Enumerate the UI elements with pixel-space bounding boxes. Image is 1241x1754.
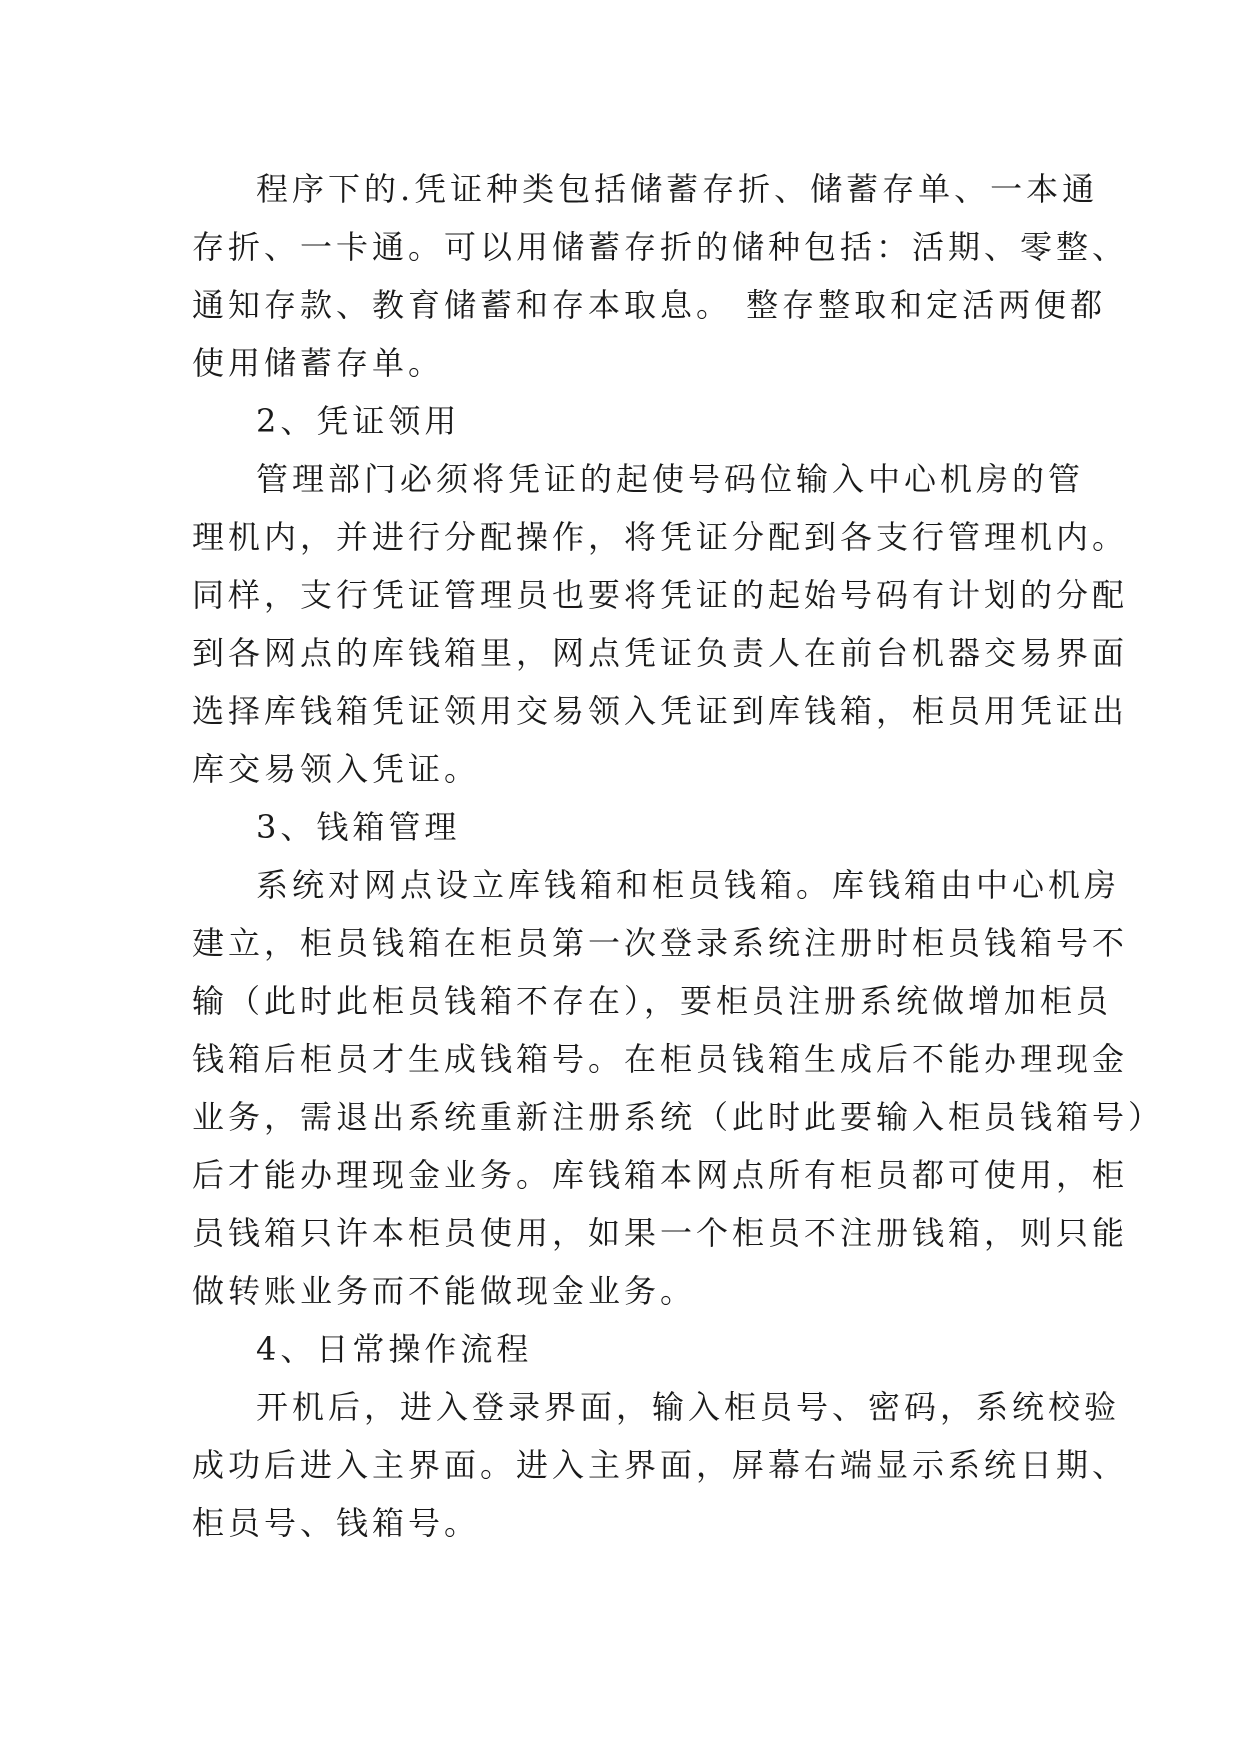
text-line: 理机内，并进行分配操作，将凭证分配到各支行管理机内。 [192,518,1129,556]
paragraph-daily-ops [192,1378,1129,1552]
document-body [192,160,1165,1552]
text-line: 做转账业务而不能做现金业务。 [192,1272,697,1310]
section-heading: 2、凭证领用 [256,402,461,440]
section-heading-voucher-issue [192,392,1072,450]
text-line: 通知存款、教育储蓄和存本取息。 整存整取和定活两便都 [192,286,1107,324]
text-line: 开机后，进入登录界面，输入柜员号、密码，系统校验 [256,1388,1121,1426]
text-line: 同样，支行凭证管理员也要将凭证的起始号码有计划的分配 [192,576,1129,614]
text-line: 选择库钱箱凭证领用交易领入凭证到库钱箱，柜员用凭证出 [192,692,1129,730]
text-line: 程序下的.凭证种类包括储蓄存折、储蓄存单、一本通 [256,170,1099,208]
text-line: 使用储蓄存单。 [192,344,445,382]
text-line: 系统对网点设立库钱箱和柜员钱箱。库钱箱由中心机房 [256,866,1121,904]
text-line: 成功后进入主界面。进入主界面，屏幕右端显示系统日期、 [192,1446,1129,1484]
text-line: 管理部门必须将凭证的起使号码位输入中心机房的管 [256,460,1085,498]
text-line: 钱箱后柜员才生成钱箱号。在柜员钱箱生成后不能办理现金 [192,1040,1129,1078]
text-line: 员钱箱只许本柜员使用，如果一个柜员不注册钱箱，则只能 [192,1214,1129,1252]
text-line: 柜员号、钱箱号。 [192,1504,481,1542]
paragraph-voucher-issue [192,450,1129,798]
section-heading-cashbox [192,798,1072,856]
section-heading: 4、日常操作流程 [256,1330,533,1368]
section-heading-daily-ops [192,1320,1072,1378]
text-line: 后才能办理现金业务。库钱箱本网点所有柜员都可使用，柜 [192,1156,1129,1194]
text-line: 输（此时此柜员钱箱不存在），要柜员注册系统做增加柜员 [192,982,1113,1020]
paragraph-voucher-types [192,160,1129,392]
text-line: 存折、一卡通。可以用储蓄存折的储种包括：活期、零整、 [192,228,1129,266]
text-line: 库交易领入凭证。 [192,750,481,788]
text-line: 到各网点的库钱箱里，网点凭证负责人在前台机器交易界面 [192,634,1129,672]
paragraph-cashbox [192,856,1165,1320]
text-line: 建立，柜员钱箱在柜员第一次登录系统注册时柜员钱箱号不 [192,924,1129,962]
section-heading: 3、钱箱管理 [256,808,461,846]
text-line: 业务，需退出系统重新注册系统（此时此要输入柜员钱箱号） [192,1098,1165,1136]
